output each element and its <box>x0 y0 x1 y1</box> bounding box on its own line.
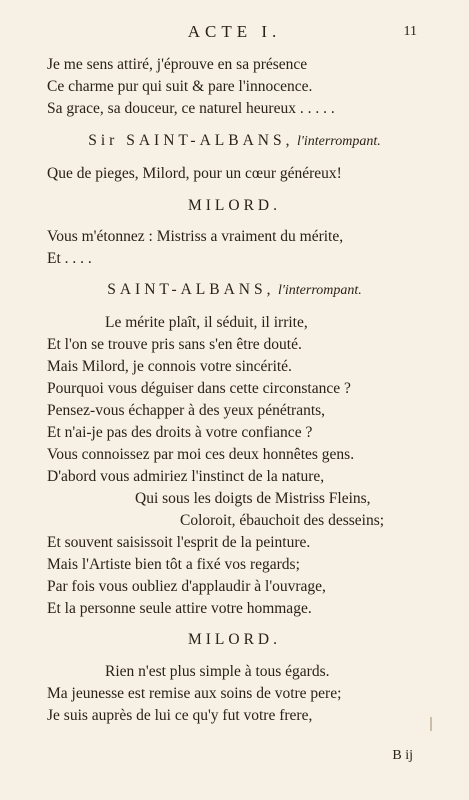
verse-line: Pourquoi vous déguiser dans cette circonstance ? <box>47 380 351 397</box>
speaker-name: MILORD. <box>187 631 281 648</box>
verse-line: Et la personne seule attire votre hommage. <box>47 600 312 617</box>
verse-line: Mais l'Artiste bien tôt a fixé vos regards; <box>47 556 300 573</box>
running-head: ACTE I. <box>187 22 282 41</box>
speaker-name: Sir SAINT-ALBANS, <box>88 132 294 149</box>
verse-line: Par fois vous oubliez d'applaudir à l'ouvrage, <box>47 578 326 595</box>
verse-line: Qui sous les doigts de Mistriss Fleins, <box>135 490 371 507</box>
verse-line: D'abord vous admiriez l'instinct de la nature, <box>47 468 325 485</box>
verse-line: Sa grace, sa douceur, ce naturel heureux . . . . . <box>47 100 335 117</box>
stage-direction: l'interrompant. <box>274 283 362 298</box>
verse-line: Vous connoissez par moi ces deux honnêtes gens. <box>47 446 355 463</box>
verse-line: Et souvent saisissoit l'esprit de la peinture. <box>47 534 311 551</box>
verse-line: Pensez-vous échapper à des yeux pénétrants, <box>47 402 326 419</box>
verse-line: Et . . . . <box>47 250 92 267</box>
verse-line: Je me sens attiré, j'éprouve en sa présence <box>47 56 308 73</box>
verse-line: Ce charme pur qui suit & pare l'innocence. <box>47 78 313 95</box>
verse-line: Vous m'étonnez : Mistriss a vraiment du mérite, <box>47 228 344 245</box>
verse-line: Je suis auprès de lui ce qu'y fut votre frere, <box>47 707 313 724</box>
verse-line: Mais Milord, je connois votre sincérité. <box>47 358 292 375</box>
verse-line: Ma jeunesse est remise aux soins de votre pere; <box>47 685 342 702</box>
speaker-name: SAINT-ALBANS, <box>107 281 275 298</box>
page-number: 11 <box>403 24 417 39</box>
signature-mark: B ij <box>392 748 413 763</box>
speaker-name: MILORD. <box>187 197 281 214</box>
paper-mark <box>430 717 432 731</box>
verse-line: Le mérite plaît, il séduit, il irrite, <box>105 314 308 331</box>
verse-line: Que de pieges, Milord, pour un cœur généreux! <box>47 165 342 182</box>
speaker-heading <box>0 131 469 152</box>
page-header <box>0 22 469 44</box>
verse-line: Et n'ai-je pas des droits à votre confiance ? <box>47 424 313 441</box>
verse-line: Coloroit, ébauchoit des desseins; <box>180 512 385 529</box>
speaker-heading <box>0 630 469 650</box>
speaker-heading <box>0 280 469 301</box>
stage-direction: l'interrompant. <box>293 134 381 149</box>
speaker-heading <box>0 196 469 216</box>
verse-line: Rien n'est plus simple à tous égards. <box>105 663 330 680</box>
verse-line: Et l'on se trouve pris sans s'en être douté. <box>47 336 302 353</box>
